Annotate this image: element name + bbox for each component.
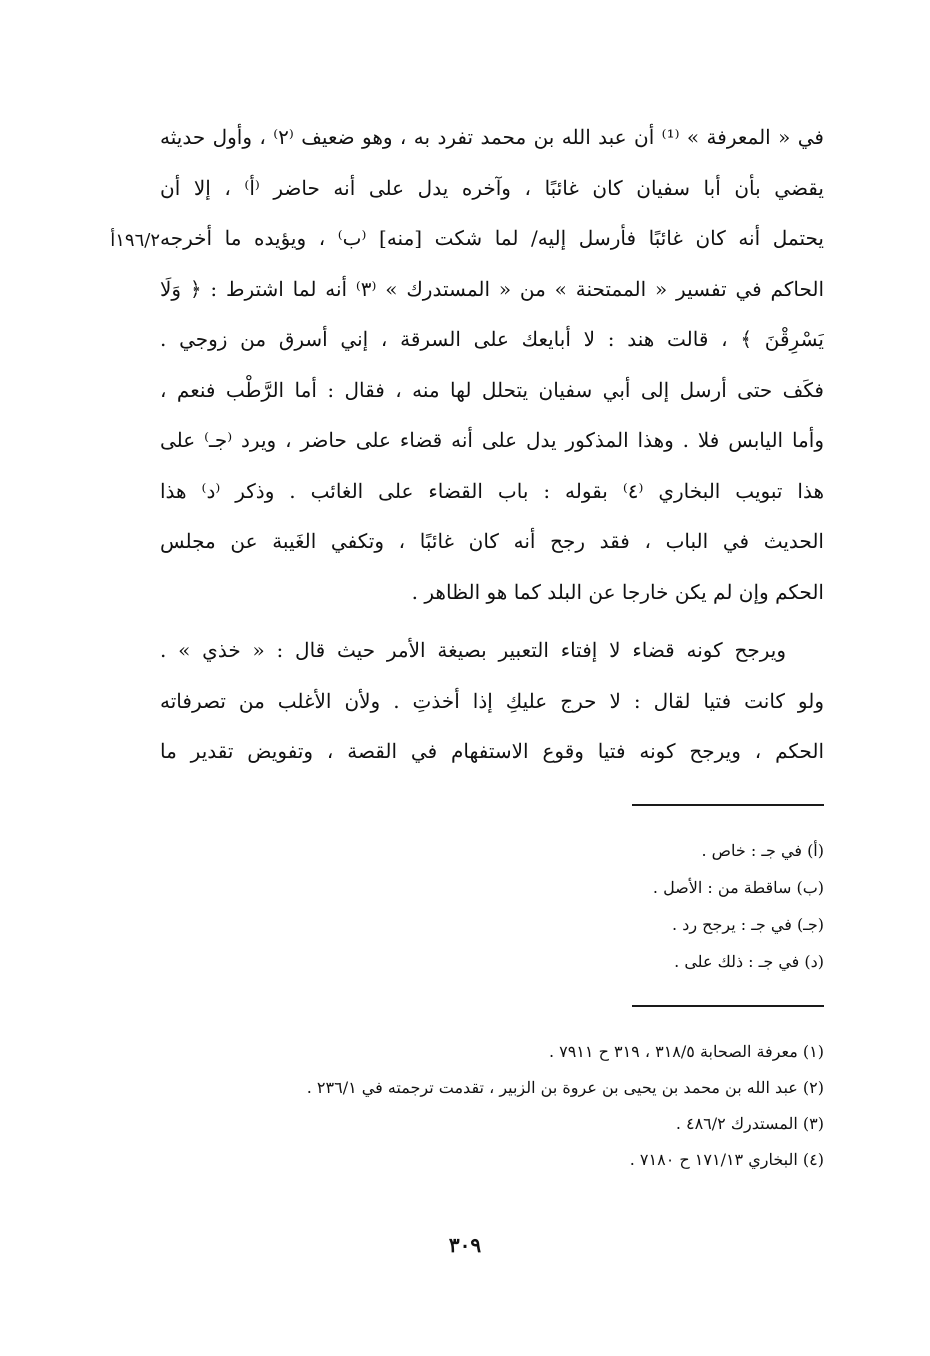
footnotes-divider — [632, 1005, 824, 1007]
footnotes — [160, 1034, 824, 1178]
body-line-1: في « المعرفة » ⁽¹⁾ أن عبد الله بن محمد تفرد به ، وهو ضعيف ⁽٢⁾ ، وأول حديثه — [160, 125, 824, 149]
body-line-12: ولو كانت فتيا لقال : لا حرج عليكِ إذا أخذتِ . ولأن الأغلب من تصرفاته — [160, 688, 824, 713]
body-text — [160, 112, 824, 777]
body-line-7: وأما اليابس فلا . وهذا المذكور يدل على أنه قضاء على حاضر ، ويرد ⁽جـ⁾ على — [160, 428, 824, 452]
variant-notes-divider — [632, 804, 824, 806]
page-number: ٣٠٩ — [448, 1233, 482, 1257]
footnote: (١) معرفة الصحابة ٣١٨/٥ ، ٣١٩ ح ٧٩١١ . — [548, 1042, 824, 1061]
body-line-8: هذا تبويب البخاري ⁽٤⁾ بقوله : باب القضاء على الغائب . وذكر ⁽د⁾ هذا — [160, 478, 824, 503]
body-line-3: يحتمل أنه كان غائبًا فأرسل إليه/ لما شكت [منه] ⁽ب⁾ ، ويؤيده ما أخرجه — [160, 226, 824, 250]
body-line-4: الحاكم في تفسير « الممتحنة » من « المستدرك » ⁽٣⁾ أنه لما اشترط : ﴿ وَلَا — [160, 276, 824, 301]
variant-note: (ب) ساقطة من : الأصل . — [652, 878, 824, 897]
variant-notes — [160, 832, 824, 980]
footnote: (٤) البخاري ١٧١/١٣ ح ٧١٨٠ . — [629, 1150, 824, 1169]
variant-note: (د) في جـ : ذلك على . — [674, 952, 824, 971]
body-line-13: الحكم ، ويرجح كونه فتيا وقوع الاستفهام في القصة ، وتفويض تقدير ما — [160, 739, 824, 763]
variant-note: (جـ) في جـ : يرجح رد . — [672, 915, 824, 934]
manuscript-folio-marker: ١٩٦/٢أ — [110, 230, 160, 251]
body-line-10: الحكم وإن لم يكن خارجا عن البلد كما هو الظاهر . — [411, 579, 824, 604]
body-line-9: الحديث في الباب ، فقد رجح أنه كان غائبًا ، وتكفي الغَيبة عن مجلس — [160, 529, 824, 553]
body-line-6: فكَف حتى أرسل إلى أبي سفيان يتحلل لها منه ، فقال : أما الرَّطْب فنعم ، — [160, 377, 824, 402]
variant-note: (أ) في جـ : خاص . — [701, 841, 824, 860]
body-line-2: يقضي بأن أبا سفيان كان غائبًا ، وآخره يدل على أنه حاضر ⁽أ⁾ ، إلا أن — [160, 175, 824, 200]
footnote: (٢) عبد الله بن محمد بن يحيى بن عروة بن الزبير ، تقدمت ترجمته في ٢٣٦/١ . — [306, 1078, 824, 1097]
body-line-5: يَسْرِقْنَ ﴾ ، قالت هند : لا أبايعك على السرقة ، إني أسرق من زوجي . — [160, 327, 824, 351]
footnote: (٣) المستدرك ٤٨٦/٢ . — [675, 1114, 824, 1133]
body-line-11: ويرجح كونه قضاء لا إفتاء التعبير بصيغة الأمر حيث قال : « خذي » . — [160, 638, 786, 662]
